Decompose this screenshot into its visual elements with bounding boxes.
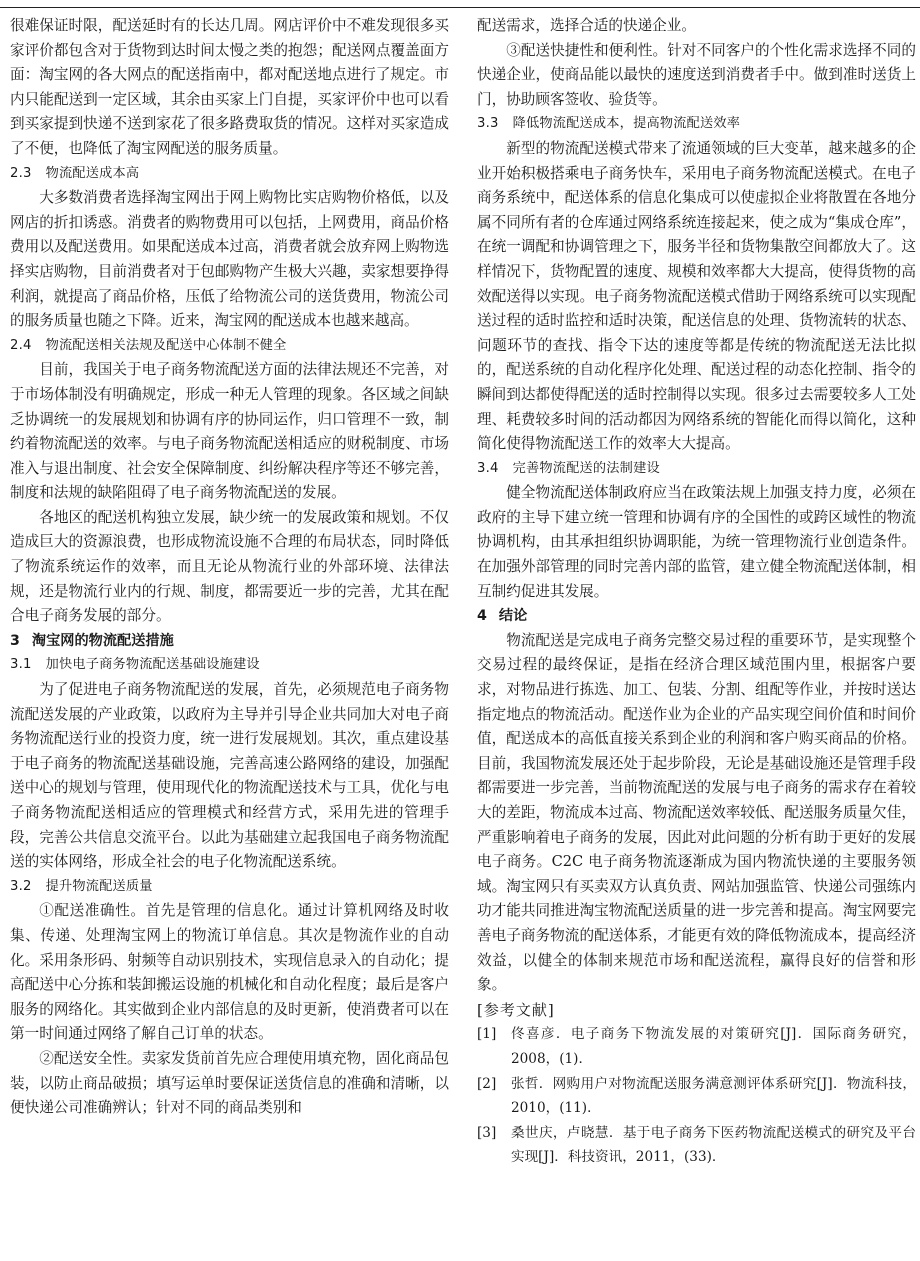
section-number: 2.3: [10, 165, 32, 181]
section-heading-4: [477, 604, 916, 629]
section-heading-2-4: [10, 334, 449, 359]
paragraph: 新型的物流配送模式带来了流通领域的巨大变革，越来越多的企业开始积极搭乘电子商务快车，采用电子商务物流配送模式。在电子商务系统中，配送体系的信息化集成可以使虚拟企业将散置在各地分属不同所有者的仓库通过网络系统连接起来，使之成为“集成仓库”，在统一调配和协调管理之下，服务半径和货物集散空间都放大了。这样情况下，货物配置的速度、规模和效率都大大提高，使得货物的高效配送得以实现。电子商务物流配送模式借助于网络系统可以实现配送过程的适时监控和适时决策，配送信息的处理、货物流转的状态、问题环节的查找、指令下达的速度等都是传统的物流配送无法比拟的，配送系统的自动化程序化处理、配送过程的动态化控制、指令的瞬间到达都使得配送的适时控制得以实现。很多过去需要较多人工处理、耗费较多时间的活动都因为网络系统的智能化而得以简化，这种简化使得物流配送工作的效率大大提高。: [477, 139, 916, 453]
section-title: 完善物流配送的法制建设: [512, 460, 660, 476]
section-number: 3.1: [10, 657, 32, 673]
section-number: 3.4: [477, 460, 499, 476]
section-heading-3: [10, 629, 449, 654]
reference-text: 桑世庆，卢晓慧．基于电子商务下医药物流配送模式的研究及平台实现[J]．科技资讯，2011，(33)．: [511, 1124, 916, 1166]
paragraph: 物流配送是完成电子商务完整交易过程的重要环节，是实现整个交易过程的最终保证，是指在经济合理区域范围内里，根据客户要求，对物品进行拣选、加工、包装、分割、组配等作业，并按时送达指定地点的物流活动。配送作业为企业的产品实现空间价值和时间价值，配送成本的高低直接关系到企业的利润和客户购买商品的价格。目前，我国物流发展还处于起步阶段，无论是基础设施还是管理手段都需要进一步完善，当前物流配送的发展与电子商务的需求存在着较大的差距，物流成本过高、物流配送效率较低、配送服务质量欠佳，严重影响着电子商务的发展，因此对此问题的分析有助于更好的发展电子商务。C2C 电子商务物流逐渐成为国内物流快递的主要服务领域。淘宝网只有买卖双方认真负责、网站加强监管、快递公司强练内功才能共同推进淘宝物流配送质量的进一步完善和提高。淘宝网要完善电子商务物流的配送体系，才能更有效的降低物流成本，提高经济效益，以健全的体制来规范市场和配送流程，赢得良好的信誉和形象。: [477, 631, 916, 994]
reference-index: [2]: [477, 1075, 497, 1092]
section-number: 3.3: [477, 116, 499, 132]
reference-item: [477, 1022, 916, 1071]
paragraph: ②配送安全性。卖家发货前首先应合理使用填充物，固化商品包装，以防止商品破损；填写运单时要保证送货信息的准确和清晰，以便快递公司准确辨认；针对不同的商品类别和: [10, 1049, 449, 1117]
section-heading-2-3: [10, 162, 449, 187]
section-title: 降低物流配送成本，提高物流配送效率: [512, 116, 741, 132]
header-mark-left: [454, 0, 482, 8]
header-mark-right: [872, 0, 900, 8]
left-column: [10, 14, 449, 1121]
paragraph: 大多数消费者选择淘宝网出于网上购物比实店购物价格低，以及网店的折扣诱惑。消费者的购物费用可以包括，上网费用，商品价格费用以及配送费用。如果配送成本过高，消费者就会放弃网上购物选择实店购物，目前消费者对于包邮购物产生极大兴趣，卖家想要挣得利润，就提高了商品价格，压低了给物流公司的送货费用，物流公司的服务质量也随之下降。近来，淘宝网的配送成本也越来越高。: [10, 189, 449, 330]
section-number: 4: [477, 608, 487, 625]
section-title: 淘宝网的物流配送措施: [31, 632, 174, 649]
paragraph: 很难保证时限，配送延时有的长达几周。网店评价中不难发现很多买家评价都包含对于货物到达时间太慢之类的抱怨；配送网点覆盖面方面：淘宝网的各大网点的配送指南中，都对配送地点进行了规定。市内只能配送到一定区域，其余由买家上门自提，买家评价中也可以看到买家提到快递不送到家花了很多路费取货的情况。这样对买家造成了不便，也降低了淘宝网配送的服务质量。: [10, 17, 449, 157]
paragraph: 配送需求，选择合适的快递企业。: [477, 17, 696, 34]
reference-item: [477, 1072, 916, 1121]
section-heading-3-3: [477, 112, 916, 137]
paragraph: ①配送准确性。首先是管理的信息化。通过计算机网络及时收集、传递、处理淘宝网上的物流订单信息。其次是物流作业的自动化。采用条形码、射频等自动识别技术，实现信息录入的自动化；提高配送中心分拣和装卸搬运设施的机械化和自动化程度；最后是客户服务的网络化。其实做到企业内部信息的及时更新，使消费者可以在第一时间通过网络了解自己订单的状态。: [10, 902, 449, 1043]
reference-text: 张哲．网购用户对物流配送服务满意测评体系研究[J]．物流科技，2010，(11)．: [511, 1075, 916, 1117]
reference-index: [3]: [477, 1124, 497, 1141]
section-number: 3: [10, 632, 20, 649]
section-number: 3.2: [10, 878, 32, 894]
paragraph: 目前，我国关于电子商务物流配送方面的法律法规还不完善，对于市场体制没有明确规定，形成一种无人管理的现象。各区域之间缺乏协调统一的发展规划和协调有序的协同运作，归口管理不一致，制约着物流配送的效率。与电子商务物流配送相适应的财税制度、市场准入与退出制度、社会安全保障制度、纠纷解决程序等还不够完善，制度和法规的缺陷阻碍了电子商务物流配送的发展。: [10, 361, 449, 502]
section-title: 加快电子商务物流配送基础设施建设: [45, 657, 260, 673]
section-title: 提升物流配送质量: [45, 878, 153, 894]
section-title: 结论: [498, 608, 528, 625]
right-column: [477, 14, 916, 1170]
reference-text: 佟喜彦．电子商务下物流发展的对策研究[J]．国际商务研究，2008，(1)．: [511, 1026, 916, 1067]
references-title: [参考文献]: [477, 1000, 555, 1019]
reference-item: [477, 1121, 916, 1170]
paragraph: ③配送快捷性和便利性。针对不同客户的个性化需求选择不同的快递企业，使商品能以最快的速度送到消费者手中。做到准时送货上门，协助顾客签收、验货等。: [477, 41, 916, 108]
paragraph: 健全物流配送体制政府应当在政策法规上加强支持力度，必须在政府的主导下建立统一管理和协调有序的全国性的或跨区域性的物流协调机构，由其承担组织协调职能，为统一管理物流行业创造条件。在加强外部管理的同时完善内部的监管，建立健全物流配送体制，相互制约促进其发展。: [477, 484, 916, 600]
reference-index: [1]: [477, 1026, 497, 1043]
section-heading-3-2: [10, 875, 449, 900]
paragraph: 各地区的配送机构独立发展，缺少统一的发展政策和规划。不仅造成巨大的资源浪费，也形成物流设施不合理的布局状态，同时降低了物流系统运作的效率，而且无论从物流行业的外部环境、法律法规，还是物流行业内的行规、制度，都需要近一步的完善，尤其在配合电子商务发展的部分。: [10, 508, 449, 625]
section-heading-3-1: [10, 653, 449, 678]
section-title: 物流配送相关法规及配送中心体制不健全: [45, 337, 287, 353]
paragraph: 为了促进电子商务物流配送的发展，首先，必须规范电子商务物流配送发展的产业政策，以政府为主导并引导企业共同加大对电子商务物流配送行业的投资力度，统一进行发展规划。其次，重点建设基于电子商务的物流配送基础设施，完善高速公路网络的建设，加强配送中心的规划与管理，使用现代化的物流配送技术与工具，优化与电子商务物流配送相适应的管理模式和经营方式，采用先进的管理手段，完善公共信息交流平台。以此为基础建立起我国电子商务物流配送的实体网络，形成全社会的电子化物流配送系统。: [10, 681, 449, 871]
section-number: 2.4: [10, 337, 32, 353]
section-title: 物流配送成本高: [45, 165, 140, 181]
section-heading-3-4: [477, 457, 916, 482]
